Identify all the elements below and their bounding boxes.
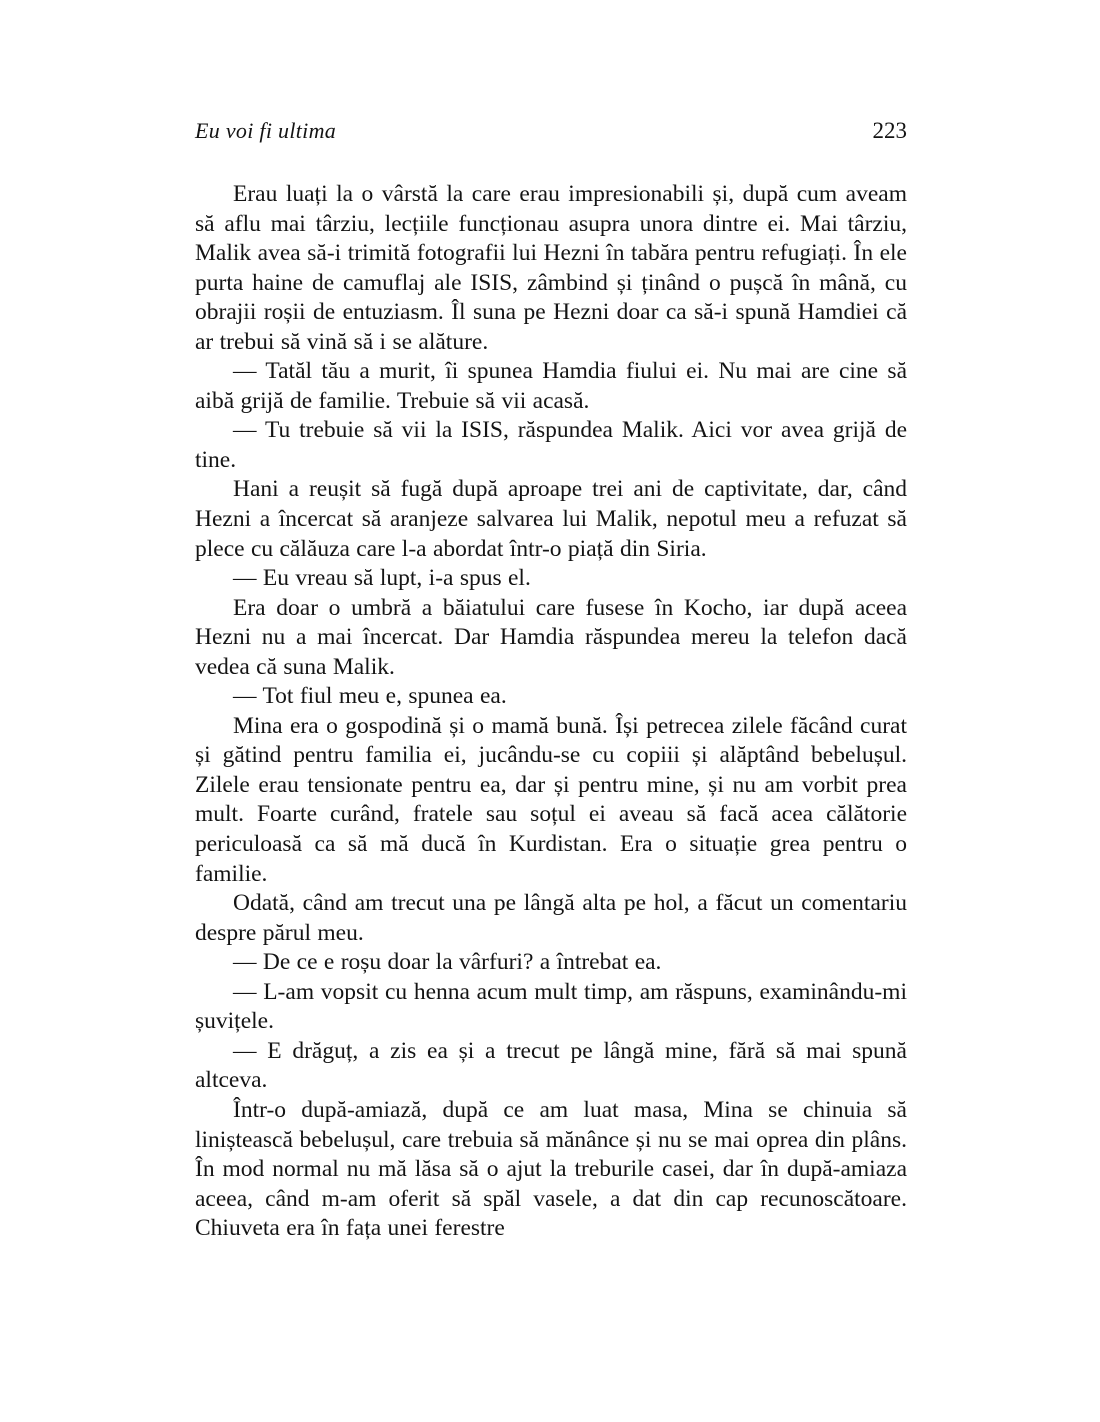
- paragraph: Mina era o gospodină și o mamă bună. Își petrecea zilele făcând curat și gătind pentru familia ei, jucându-se cu copiii și alăptând bebelușul. Zilele erau tensionate pentru ea, dar și pentru mine, și nu am vorbit prea mult. Foarte curând, fratele sau soțul ei aveau să facă acea călătorie periculoasă ca să mă ducă în Kurdistan. Era o situație grea pentru o familie.: [195, 712, 907, 887]
- paragraph: Odată, când am trecut una pe lângă alta pe hol, a făcut un comentariu despre părul meu.: [195, 890, 907, 946]
- paragraph: — E drăguț, a zis ea și a trecut pe lângă mine, fără să mai spună altceva.: [195, 1037, 907, 1094]
- paragraph: Era doar o umbră a băiatului care fusese în Kocho, iar după aceea Hezni nu a mai încercat. Dar Hamdia răspundea mereu la telefon dacă vedea că suna Malik.: [195, 594, 907, 680]
- paragraph: — L-am vopsit cu henna acum mult timp, am răspuns, examinându-mi șuvițele.: [195, 978, 907, 1035]
- body-paragraphs: [195, 180, 907, 1244]
- paragraph: — Eu vreau să lupt, i-a spus el.: [233, 565, 531, 592]
- paragraph: — Tot fiul meu e, spunea ea.: [233, 683, 507, 710]
- paragraph: — Tatăl tău a murit, îi spunea Hamdia fiului ei. Nu mai are cine să aibă grijă de familie. Trebuie să vii acasă.: [195, 358, 907, 414]
- paragraph: Erau luați la o vârstă la care erau impresionabili și, după cum aveam să aflu mai târziu, lecțiile funcționau asupra unora dintre ei. Mai târziu, Malik avea să-i trimită fotografii lui Hezni în tabăra pentru refugiați. În ele purta haine de camuflaj ale ISIS, zâmbind și ținând o pușcă în mână, cu obrajii roșii de entuziasm. Îl suna pe Hezni doar ca să-i spună Hamdiei că ar trebui să vină să i se alăture.: [195, 181, 907, 355]
- paragraph: Într-o după-amiază, după ce am luat masa, Mina se chinuia să liniștească bebelușul, care trebuia să mănânce și nu se mai oprea din plâns. În mod normal nu mă lăsa să o ajut la treburile casei, dar în după-amiaza aceea, când m-am oferit să spăl vasele, a dat din cap recunoscătoare. Chiuveta era în fața unei ferestre: [195, 1096, 907, 1242]
- running-title: Eu voi fi ultima: [195, 118, 337, 143]
- paragraph: — De ce e roșu doar la vârfuri? a întrebat ea.: [233, 949, 662, 976]
- page-header: [195, 118, 907, 144]
- paragraph: — Tu trebuie să vii la ISIS, răspundea Malik. Aici vor avea grijă de tine.: [195, 417, 907, 473]
- text-block: [195, 118, 907, 1244]
- page-number: 223: [872, 118, 907, 143]
- paragraph: Hani a reușit să fugă după aproape trei ani de captivitate, dar, când Hezni a încercat să aranjeze salvarea lui Malik, nepotul meu a refuzat să plece cu călăuza care l-a abordat într-o piață din Siria.: [195, 476, 907, 562]
